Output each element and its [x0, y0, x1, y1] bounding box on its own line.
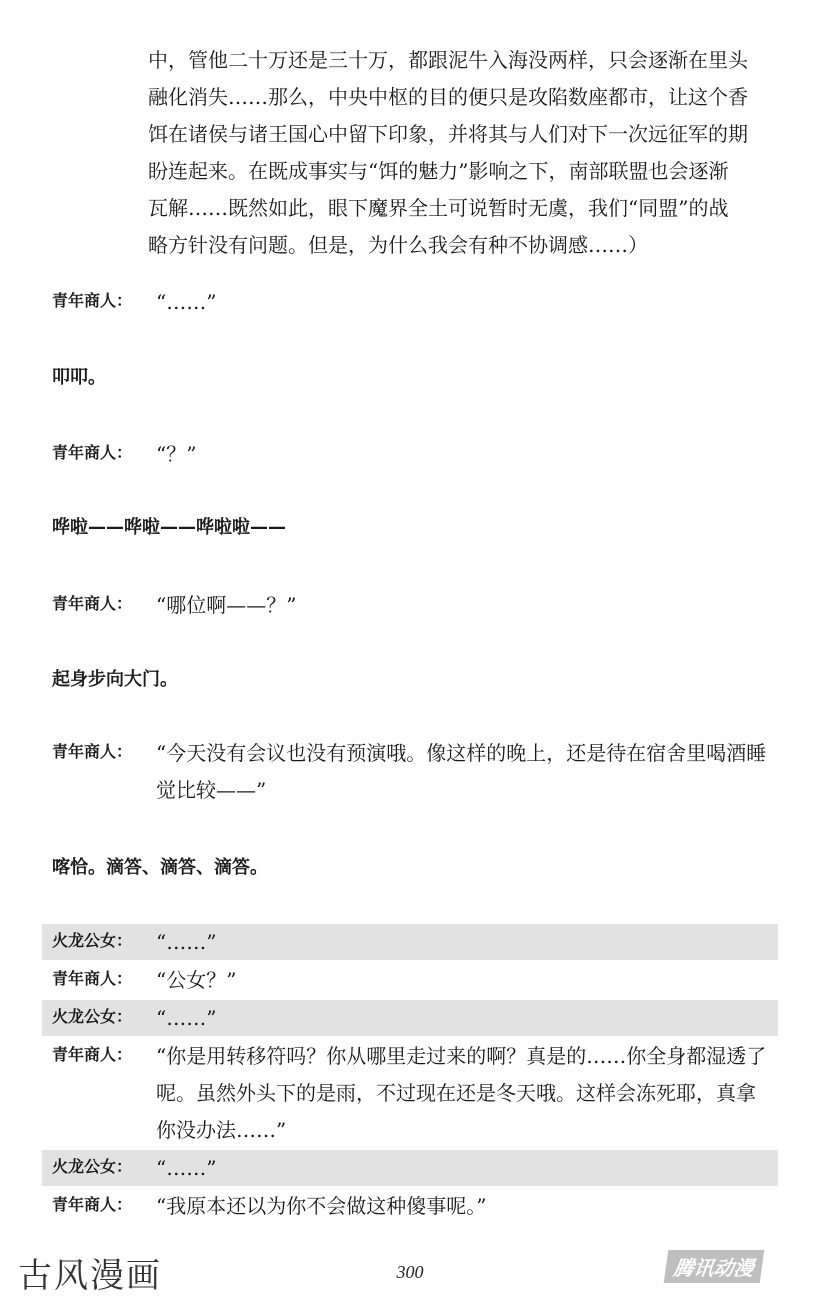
- sound-effect: 喀恰。滴答、滴答、滴答。: [52, 857, 268, 878]
- intro-line: 瓦解……既然如此，眼下魔界全土可说暂时无虞，我们“同盟”的战: [148, 196, 729, 220]
- sound-effect: 哗啦——哗啦——哗啦啦——: [52, 517, 286, 538]
- dialogue-row: [42, 924, 778, 960]
- intro-line: 饵在诸侯与诸王国心中留下印象，并将其与人们对下一次远征军的期: [148, 122, 748, 146]
- action-line: 起身步向大门。: [52, 669, 178, 690]
- speaker-label: 青年商人：: [52, 594, 133, 613]
- watermark-logo-left: 古风漫画: [18, 1256, 162, 1296]
- speech-line: 你没办法……”: [156, 1118, 287, 1142]
- dialogue-row: [42, 735, 778, 809]
- speaker-label: 青年商人：: [52, 291, 133, 310]
- dialogue-row: [42, 1038, 778, 1149]
- dialogue-row: [42, 587, 778, 624]
- intro-line: 略方针没有问题。但是，为什么我会有种不协调感……）: [148, 233, 648, 257]
- watermark-logo-right: 腾讯动漫: [664, 1250, 765, 1283]
- dialogue-row: [42, 1150, 778, 1186]
- speaker-label: 火龙公女：: [52, 1157, 133, 1176]
- speaker-label: 青年商人：: [52, 443, 133, 462]
- speech-text: “我原本还以为你不会做这种傻事呢。”: [156, 1194, 487, 1218]
- speech-line: 觉比较——”: [156, 778, 267, 802]
- speech-text: “……”: [156, 290, 217, 314]
- speaker-label: 火龙公女：: [52, 1007, 133, 1026]
- speech-text: [156, 735, 778, 809]
- speech-line: 呢。虽然外头下的是雨，不过现在还是冬天哦。这样会冻死耶，真拿: [156, 1081, 756, 1105]
- dialogue-row: [42, 436, 778, 473]
- speaker-label: 青年商人：: [52, 1045, 133, 1064]
- speaker-label: 青年商人：: [52, 1195, 133, 1214]
- speaker-label: 青年商人：: [52, 969, 133, 988]
- dialogue-row: [42, 1188, 778, 1225]
- intro-line: 盼连起来。在既成事实与“饵的魅力”影响之下，南部联盟也会逐渐: [148, 159, 729, 183]
- speech-text: [156, 1038, 778, 1149]
- speaker-label: 火龙公女：: [52, 931, 133, 950]
- speech-text: “？”: [156, 442, 197, 466]
- speech-text: “公女？”: [156, 968, 237, 992]
- dialogue-row: [42, 1000, 778, 1036]
- speech-text: “……”: [156, 1156, 217, 1180]
- speech-line: “你是用转移符吗？你从哪里走过来的啊？真是的……你全身都湿透了: [156, 1044, 767, 1068]
- speaker-label: 青年商人：: [52, 742, 133, 761]
- page-number: 300: [396, 1262, 424, 1282]
- intro-line: 中，管他二十万还是三十万，都跟泥牛入海没两样，只会逐渐在里头: [148, 48, 748, 72]
- dialogue-row: [42, 962, 778, 998]
- speech-text: “……”: [156, 1006, 217, 1030]
- speech-text: “……”: [156, 930, 217, 954]
- dialogue-row: [42, 284, 778, 321]
- intro-paragraph: [148, 42, 788, 264]
- speech-text: “哪位啊——？”: [156, 593, 297, 617]
- intro-line: 融化消失……那么，中央中枢的目的便只是攻陷数座都市，让这个香: [148, 85, 748, 109]
- speech-line: “今天没有会议也没有预演哦。像这样的晚上，还是待在宿舍里喝酒睡: [156, 741, 767, 765]
- sound-effect: 叩叩。: [52, 367, 106, 388]
